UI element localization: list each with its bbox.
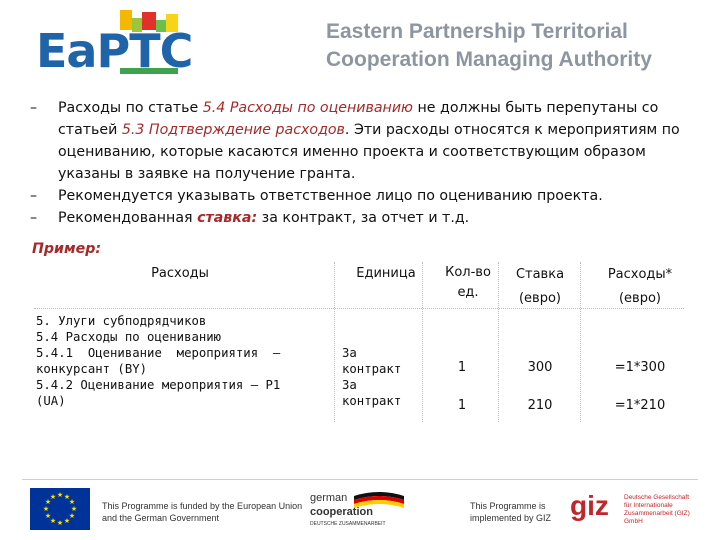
svg-text:★: ★ [42,505,50,513]
table-divider [34,308,684,309]
german-cooperation-logo [310,488,405,536]
bullet-highlight: 5.4 Расходы по оцениванию [202,100,413,116]
logo-ea: Ea [36,24,97,78]
logo-text [36,24,192,78]
gc-cooperation: cooperation [310,506,373,518]
header-unit: Единица [356,266,416,281]
table-row-label: 5.4.1 Оценивание мероприятия – [36,346,281,360]
table-row-label: 5.4 Расходы по оцениванию [36,330,222,344]
bullet-list [30,97,708,229]
table-cell-total: =1*300 [614,360,666,375]
table-cell-unit: контракт [342,362,402,376]
logo-tc: TC [129,24,193,78]
eu-flag-icon [30,488,90,530]
eaptc-logo [34,10,193,80]
svg-text:★: ★ [70,505,78,513]
svg-text:★: ★ [63,493,71,501]
table-cell-unit: За [342,346,357,360]
header-expenses: Расходы [151,266,209,281]
example-label: Пример: [32,241,102,257]
gc-german: german [310,492,348,504]
implementation-text [470,500,551,524]
table-row-label: конкурсант (BY) [36,362,148,376]
svg-text:★: ★ [68,512,76,520]
bullet-dash: – [30,100,38,116]
header-total [590,263,690,311]
bullet-item [30,207,708,229]
bullet-dash: – [30,210,38,226]
bullet-text: Расходы по статье [58,100,203,116]
header-rate-line2: (евро) [518,291,561,306]
bullet-text: . Эти расходы относятся к мероприятиям по оцениванию, которые касаются именно проекта и соответствующим образом указаны в заявке на получение гранта. [58,122,680,182]
table-rate-column [500,349,580,425]
header-qty [428,263,508,303]
header-rate [500,263,580,311]
svg-text:★: ★ [49,517,57,525]
svg-text:★: ★ [44,512,52,520]
bullet-text: Рекомендуется указывать ответственное лицо по оцениванию проекта. [58,188,603,204]
table-cell-total: =1*210 [614,398,666,413]
german-flag-wave-icon [354,490,404,512]
bullet-highlight: 5.3 Подтверждение расходов [121,122,345,138]
eu-funding-line1: This Programme is funded by the European Union [102,501,303,511]
table-row-label: 5.4.2 Оценивание мероприятия – Р1 [36,378,281,392]
table-divider [580,262,581,422]
implementation-line1: This Programme is [470,501,546,511]
giz-fullname-line3: Zusammenarbeit (GIZ) GmbH [624,510,690,525]
table-label-column [36,313,332,409]
svg-text:★: ★ [44,498,52,506]
giz-logo: giz [570,490,609,521]
svg-text:★: ★ [63,517,71,525]
bullet-text: не должны быть перепутаны со статьей [58,100,659,138]
header-rate-line1: Ставка [515,267,565,282]
svg-text:★: ★ [68,498,76,506]
bullet-item [30,97,708,185]
header-title [326,18,706,74]
table-total-column [590,349,690,425]
header-title-line1: Eastern Partnership Territorial [326,20,628,43]
header-title-line2: Cooperation Managing Authority [326,48,652,71]
bullet-text: Рекомендованная [58,210,198,226]
table-cell-unit: контракт [342,394,402,408]
header-total-line2: (евро) [618,291,661,306]
gc-deutsche: DEUTSCHE ZUSAMMENARBEIT [310,521,386,527]
bullet-highlight: ставка: [197,210,258,226]
table-cell-rate: 210 [527,398,553,413]
eu-funding-text [102,500,302,524]
table-cell-qty: 1 [457,398,467,413]
table-qty-column [422,349,502,425]
table-cell-rate: 300 [527,360,553,375]
svg-text:★: ★ [56,491,64,499]
table-row-label: (UA) [36,394,66,408]
header-qty-line2: ед. [457,285,479,300]
implementation-line2: implemented by GIZ [470,513,552,523]
eu-stars-icon [30,488,90,530]
table-unit-column [342,345,422,409]
giz-fullname [624,494,694,526]
table-row-label: 5. Улуги субподрядчиков [36,314,207,328]
eu-funding-line2: and the German Government [102,513,220,523]
svg-text:★: ★ [49,493,57,501]
logo-p: P [96,24,130,78]
table-cell-unit: За [342,378,357,392]
giz-fullname-line2: für Internationale [624,502,673,509]
bullet-item [30,185,708,207]
header-qty-line1: Кол-во [445,265,491,280]
footer-divider [22,479,698,480]
header [0,0,720,88]
table-cell-qty: 1 [457,360,467,375]
table-divider [334,262,335,422]
giz-fullname-line1: Deutsche Gesellschaft [624,494,690,501]
bullet-text: за контракт, за отчет и т.д. [257,210,470,226]
svg-text:★: ★ [56,519,64,527]
header-total-line1: Расходы* [607,267,673,282]
bullet-dash: – [30,188,38,204]
